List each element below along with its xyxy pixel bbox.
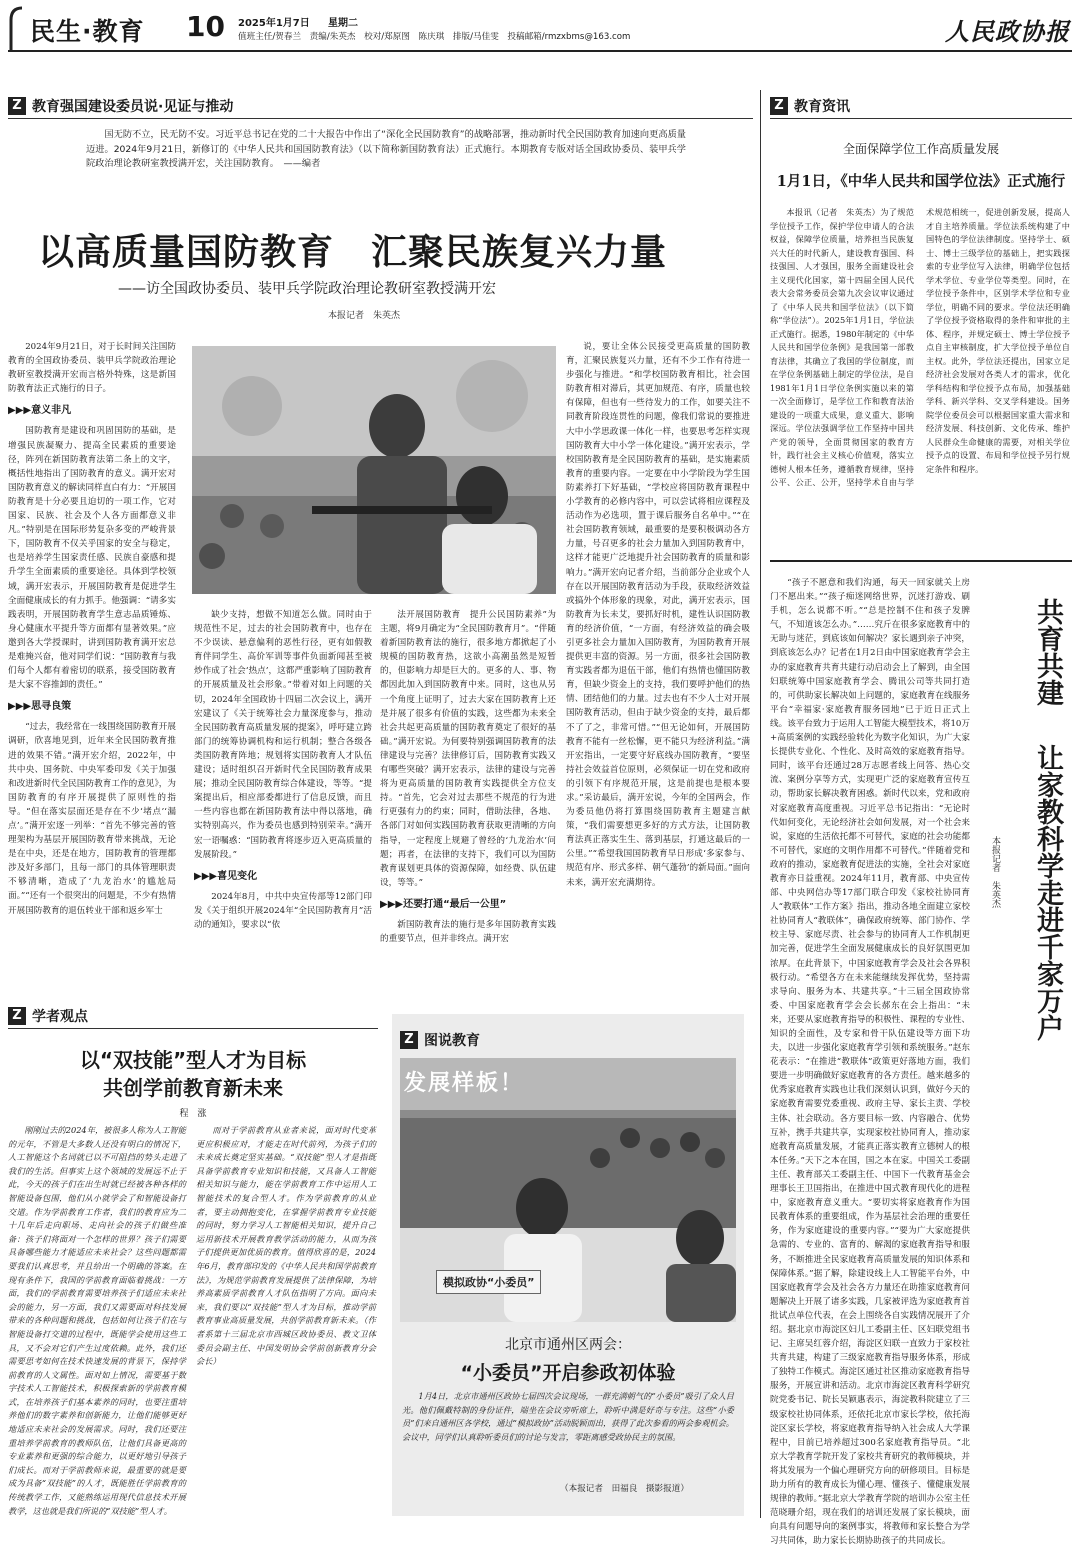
news-headline: 1月1日，《中华人民共和国学位法》正式施行 [776,173,1066,190]
photo-banner-text: 发展样板！ [404,1071,525,1096]
opinion-author: 程 涨 [179,1109,207,1119]
subhead-last-mile: ▶▶▶还要打通“最后一公里” [380,898,507,910]
z-badge-icon: Z [8,1007,26,1025]
staff-line: 值班主任/贺春兰 责编/朱英杰 校对/郑原图 陈庆琪 排版/马佳雯 投稿邮箱/rmzxbms@163.com [238,32,631,42]
opinion-column-title [8,1006,88,1026]
family-byline: 本报记者 朱英杰 [990,836,1000,908]
subhead-significance: ▶▶▶意义非凡 [8,405,72,417]
feature-byline: 本报记者 朱英杰 [328,311,401,321]
photo-news-column-title [400,1030,480,1050]
opinion-headline-1: 以“双技能”型人才为目标 [79,1048,307,1072]
page-header [8,6,1072,50]
section-name: 民生·教育 [30,17,145,46]
news-rule [770,118,1072,119]
feature-headline: 以高质量国防教育 汇聚民族复兴力量 [38,232,668,273]
feature-column-label: 教育强国建设委员说·见证与推动 [32,99,234,115]
photo-news-kicker: 北京市通州区两会： [505,1337,631,1353]
feature-rule [8,118,753,119]
training-scene-icon [192,346,556,594]
feature-col-2: 缺少支持，想做不知道怎么做。同时由于规范性不足，过去的社会国防教育中，也存在不少误读、悬意偏利的恶性行径，更有如假教育伴同学生、高价军训等事件负面新闻甚至被炒作成了社会‘热点’，这都严重影响了国防教育的开展质量及社会形象。”带着对如上问题的关切，2024年全国政协十四届二次会议上，满开宏建议了《关于统筹社会力量深度参与，推动全民国防教育高质量发展的提案》，呼吁建立跨部门的统筹协调机构和运行机制；整合各级各类国防教育阵地；规划将实国防教育人才队伍建设；适时组织召开新时代全民国防教育成果展；推动全民国防教育综合体建设，等等。“提案提出后，相应部委都进行了信息反馈，而且一些内容也都在新国防教育法中得以落地，确实特别高兴，作为委员也感到特别荣幸。”满开宏一语嘱惑：“国防教育将逐步迈入更高质量的发展阶段。” ▶▶▶喜见变化 2024年8月，中共中央宣传部等12部门印发《关于组织开展2024年“全民国防教育月”活动的通知》，要求以“依 [194,610,372,930]
z-badge-icon: Z [8,97,26,115]
feature-subtitle: ——访全国政协委员、装甲兵学院政治理论教研室教授满开宏 [118,281,496,297]
opinion-headline-2: 共创学前教育新未来 [103,1076,283,1100]
z-badge-icon: Z [770,97,788,115]
photo-news-column-label: 图说教育 [424,1033,480,1049]
z-badge-icon: Z [400,1031,418,1049]
news-column-label: 教育资讯 [794,99,850,115]
main-divider [760,90,761,1518]
issue-weekday: 星期二 [328,18,358,29]
issue-date: 2025年1月7日 [238,18,310,29]
opinion-column-label: 学者观点 [32,1009,88,1025]
subhead-strategy: ▶▶▶思寻良策 [8,701,72,713]
opinion-col-1: 刚刚过去的2024年，被很多人称为人工智能的元年，不管是大多数人还没有明白的情况下，人工智能这个名词就已以不可阻挡的势头走进了我们的生活。但事实上这个领域的发展远不止于此，今天的孩子们在出生时就已经被各种各样的智能设备包围，他们从小就学会了和智能设备打交道。作为学前教育工作者，我们的教育应为二十几年后走向职场、走向社会的孩子们做些准备：孩子们将面对一个怎样的世界？孩子们需要具备哪些能力才能适应未来社会？这些问题都需要我们认真思考，并且给出一个明确的答案。在现有条件下，我国的学前教育面临着挑战：一方面，我们的学前教育需要培养孩子们适应未来社会的能力，另一方面，我们又需要面对科技发展带来的各种问题和挑战，包括如何让孩子们在与智能设备打交道的过程中，既能学会使用这些工具，又不会对它们产生过度依赖。此外，我们还需要思考如何在技术快速发展的背景下，保持学前教育的人文属性。面对如上情况，需要基于数字技术人工智能技术，积极探索新的学前教育模式，在培养孩子们基本素养的同时，也要注重培养他们的数字素养和创新能力，让他们能够更好地适应未来社会的发展需求。同时，我们还要注重培养学前教育的教师队伍，让他们具备更高的专业素养和更强的综合能力，以更好地引导孩子们成长。而对于学前教师来说，最重要的就是要成为具备“双技能”的人才，既能胜任学前教育的传统教学工作，又能熟练运用现代信息技术开展教学，这也就是我们所说的“双技能”型人才。 [8,1125,186,1516]
news-body: 本报讯（记者 朱英杰）为了规范学位授予工作，保护学位申请人的合法权益，保障学位质量，培养担当民族复兴大任的时代新人，建设教育强国、科技强国、人才强国，服务全面建设社会主义现代化国家，第十四届全国人民代表大会常务委员会第九次会议审议通过了《中华人民共和国学位法》（以下简称“学位法”）。2025年1月1日，学位法正式施行。据悉，1980年制定的《中华人民共和国学位条例》是我国第一部教育法律，其确立了我国的学位制度，而在学位条例基础上制定的学位法，是自1981年1月1日学位条例实施以来的第一次全面修订，是学位工作和教育法治建设的一项重大成果，意义重大、影响深远。学位法强调学位工作坚持中国共产党的领导，全面贯彻国家的教育方针，践行社会主义核心价值观，落实立德树人根本任务，遵循教育规律，坚持公平、公正、公开，坚持学术自由与学术规范相统一，促进创新发展，提高人才自主培养质量。学位法系统构建了中国特色的学位法律制度。坚持学士、硕士、博士三级学位的基础上，把实践探索的专业学位写入法律，明确学位包括学术学位、专业学位等类型。同时，在学位授予条件中，区别学术学位和专业学位，明确不同的要求。学位法还明确了学位授予资格取得的条件和审批的主体、程序，并规定硕士、博士学位授予点自主审核制度，扩大学位授予单位自主权。此外，学位法还提出，国家立足经济社会发展对各类人才的需求，优化学科结构和学位授予点布局，加强基础学科、新兴学科、交叉学科建设。国务院学位委员会可以根据国家重大需求和经济发展、科技创新、文化传承、维护人民群众生命健康的需要，对相关学位授予点的设置、布局和学位授予另行规定条件和程序。 [770,207,1070,487]
feature-col-4: 说，要让全体公民接受更高质量的国防教育，汇聚民族复兴力量，还有不少工作有待进一步强化与推进。“和学校国防教育相比，社会国防教育相对滞后，其更加规范、有序，质量也较有保障，但也有一些待发力的工作，如要关注不同教育阶段连贯性的问题，像我们常说的要推进大中小学思政课一体化一样，也要思考怎样实现国防教育大中小学一体化建设。”满开宏表示，学校国防教育是全民国防教育的基础，是实施素质教育的重要内容。一定要在中小学阶段为学生国防素养打下好基础，“学校应将国防教育课程中小学教育的必修内容中，可以尝试将相应课程及活动作为必选项，置于课后服务自名单中。”“在社会国防教育领域，最重要的是要积极调动各方力量，号召更多的社会力量加入到国防教育中，这样才能更广泛地提升社会国防教育的质量和影响力。”满开宏向记者介绍，当前部分企业或个人存在以开展国防教育活动为手段，获取经济效益或搞外个体形象的现象，对此，满开宏表示，国防教育为长未艾，要抓好时机，建性认识国防教育的经济价值，“一方面，有经济效益的确会吸引更多社会力量加入国防教育，为国防教育开展提供更丰富的资源。另一方面，很多社会国防教育实践者都为退伍干部，他们有热情也懂国防教育，但缺少资金上的支持，我们要呼护他们的热情、团结他们的力量。过去也有不少人士对开展国防教育活动，但由于缺少资金的支持，最后都不了了之，非常可惜。”“但无论如何，开展国防教育不能有一丝松懈，更不能只为经济利益。”满开宏指出，一定要守好底线办国防教育，“要坚持社会效益首位原则，必须保证一切在党和政府的引领下有序规范开展，这是前提也是根本要求。”采访最后，满开宏说，今年的全国两会，作为委员他仍将打算围绕国防教育主题建言献策，“我们需要想更多好的方式方法，让国防教育法真正落实生生、落到基层，打通这最后的一公里。”“希望我国国防教育早日形成‘多家参与、规范有序、形式多样、朝气蓬勃’的新局面。”面向未来，满开宏充满期待。 [566,342,750,888]
feature-col-3: 法开展国防教育 提升公民国防素养”为主题，将9月确定为“全民国防教育月”。“伴随着新国防教育法的施行，很多地方都掀起了小规模的国防教育热，这欲小高潮虽然是短暂的，但影响力却是巨大的。更多的人、事、物都因此加入到国防教育中来。同时，这也从另一个角度上证明了，过去大家在国防教育上还是并展了很多有价值的实践，这些都为未来全社会共起更高质量的国防教育奠定了很好的基础。”满开宏说。为何要特别强调国防教育的法律建设与完善？法律修订后，国防教育实践又有哪些突破？满开宏表示，法律的建设与完善将为更高质量的国防教育实践提供全方位支持。“首先，它会对过去那些不规范的行为进行更强有力的约束；同时，借助法律，各地、各部门对如何实践国防教育获取更清晰的方向指导，一定程度上规避了曾经的‘九龙治水’问题；再者，在法律的支持下，我们可以为国防教育谋划更具体的资源保障，如经费、队伍建设，等等。” ▶▶▶还要打通“最后一公里” 新国防教育法的施行是多年国防教育实践的重要节点，但并非终点。满开宏 [380,610,556,945]
news-kicker: 全面保障学位工作高质量发展 [842,142,999,156]
photo-news-caption: 1月4日，北京市通州区政协七届四次会议现场，一群充满朝气的“小委员”吸引了众人目光。他们佩戴特制的身份证件，端坐在会议旁听席上，聆听中满是好奇与专注。这些“小委员”们来自通州区各学校，通过“模拟政协”活动脱颖而出，获得了此次参看的两会参观机会。会议中，同学们认真聆听委员们的讨论与发言，零距离感受政协民主的氛围。 [402,1391,734,1442]
family-body-top: “孩子不愿意和我们沟通，每天一回家就关上房门不愿出来。”“孩子痴迷网络世界，沉迷打游戏、刷手机，怎么说都不听。”“总是控制不住和孩子发脾气，不知道该怎么办。”……究斤在很多家庭教育中的无助与迷茫，到底该如何解决？家长遇到亲子冲突，到底该怎么办？记者在1月2日由中国家庭教育学会主办的家庭教育共育共建行动启动会上了解到，由全国妇联统筹中国家庭教育学会、腾讯公司等共同打造的，可供助家长解决如上问题的，家庭教育在线服务平台“幸福家·家庭教育服务园地”已于近日正式上线。该平台致力于运用人工智能大模型技术，将10万+高质案例的实践经验转化为数字化知识，为广大家长提供专业化、个性化、及时高效的家庭教育指导。同时，该平台还通过28万志愿者线上问答、热心交流、案例分享等方式，实现更广泛的家庭教育宣传互动，帮助家长解决教育困惑。新时代以来，党和政府对家庭教育高度重视。习近平总书记指出：“无论时代如何变化，无论经济社会如何发展，对一个社会来说，家庭的生活依托都不可替代，家庭的社会功能都不可替代，家庭的文明作用都不可替代。”伴随着党和政府的推动，家庭教育促进法的实施，全社会对家庭教育亦日益重视。2024年11月，教育部、中央宣传部、中央网信办等17部门联合印发《家校社协同育人“教联体”工作方案》指出，推动各地全面建立家校社协同育人“教联体”，确保政府统筹、部门协作、学校主导、家庭尽责、社会参与的协同育人工作机制更加完善，促进学生全面发展健康成长的良好氛围更加浓厚。在此背景下，中国家庭教育学会及社会各界积极行动。“希望各方在未来能继续发挥优势，坚持需求导向、服务为本、共建共享。”十三届全国政协常委、中国家庭教育学会会长郝东在会上指出：“未来，还要从家庭教育指导的积极性、课程的专业性、知识的全面性，及专家和骨干队伍建设等方面下功夫，以进一步强化家庭教育学引领和系统服务。”赵东花表示：“在推进“教联体”政策更好落地方面，我们要进一步明确做好家庭教育的各方责任。越来越多的优秀家庭教育实践也让我们深刻认识到，做好今天的家庭教育需要党委重视、政府主导、家长主责、学校主体、社会联动。各方要目标一致、内容融合、优势互补，携手共建共享，实现家校社协同育人，推动家庭教育高质量发展，才能真正落实教育立德树人的根本任务。”天下之本在国，国之本在家。中国关工委副主任、教育部关工委副主任、中国下一代教育基金会理事长王卫国指出，在推进中国式教育现代化的进程中，家庭教育意义重大。“要切实将家庭教育作为国民教育体系的重要组成，作为基层社会治理的重要任务，作为家庭建设的重要内容。”“要为广大家庭提供急需的、专业的、富育的、解渴的家庭教育指导和服务，不断推进全民家庭教育高质量发展的知识体系和保障体系。”据了解，除建设线上人工智能平台外，中国家庭教育学会及社会各方力量还在助推家庭教育问题解决上开展了诸多实践，几家被评选为家庭教育首批试点单位代表，在会上围绕各自实践情况展开了介绍。据北京市海淀区妇儿工委副主任、区妇联党组书记、主席吴红蓉介绍，海淀区妇联一直致力于家校社共育共建，构建了三级家庭教育指导服务体系，形成了独特工作模式。海淀区通过社区推动家庭教育指导服务，开展宣讲和活动。北京市海淀区教育科学研究院党委书记、院长吴颖惠表示，海淀教科院建立了三级家校社协同体系，还依托北京市家长学校，依托海淀区家长学校，将家庭教育指导纳入社会成人大学课程中，目前已培养超过300名家庭教育指导员。“北京大学教育学院开发了家校共育研究的教师模块，并将其发展为一个偏心理研究方向的研修项目。目标是助力所有的教育成长为懂心理、懂孩子、懂健康发展规律的教师。”据北京大学教育学院的培训办公室主任范晓珊介绍，现在我们的培训还发展了家长模块，面向具有问题导向的案例事实，将教师和家长整合为学习共同体，助力家长长期协助孩子的共同成长。 [770,578,970,1547]
feature-photo [192,346,556,594]
header-bracket-icon [8,6,32,50]
feature-column-title [8,96,233,116]
family-headline-2: 让家教科学走进千家万户 [1032,744,1063,1041]
masthead-logo: 人民政协报 [945,17,1070,46]
photo-news-headline: “小委员”开启参政初体验 [460,1362,676,1384]
photo-news-credit: （本报记者 田福良 摄影报道） [560,1484,689,1494]
photo-nameplate: 模拟政协“小委员” [436,1270,541,1294]
page-number: 10 [186,10,225,43]
feature-intro: 国无防不立，民无防不安。习近平总书记在党的二十大报告中作出了“深化全民国防教育”的战略部署，推动新时代全民国防教育加速向更高质量迈进。2024年9月21日，新修订的《中华人民共和国国防教育法》（以下简称新国防教育法）正式施行。本期教育专版对话全国政协委员、装甲兵学院政治理论教研室教授满开宏，关注国防教育。 ——编者 [86,129,686,169]
photo-news-photo [400,1058,736,1322]
feature-col-1: 2024年9月21日，对于长时间关注国防教育的全国政协委员、装甲兵学院政治理论教研室教授满开宏而言格外特殊，这是新国防教育法正式施行的日子。 ▶▶▶意义非凡 国防教育是建设和巩固国防的基础，是增强民族凝聚力、提高全民素质的重要途径，阵列在新国防教育法第二条上的文字，概括性地指出了国防教育的意义。满开宏对国防教育意义的解读同样直白有力：“开展国防教育是十分必要且迫切的一项工作，它对国家、民族、社会及个人各方面都意义非凡。”特别是在国际形势复杂多变的严峻背景下，国防教育不仅关乎国家的安全与稳定，也是培养学生国家责任感、民族自豪感和提升学生全面素质的重要途径。具体到学校领域，满开宏表示，开展国防教育是促进学生全面健康成长的有力抓手。他强调：“请多实践表明，开展国防教育学生意志品质锤炼、身心健康水平提升等方面都有显著效果。”应邀到各大学授课时，讲到国防教育满开宏总是难掩兴奋，他对同学们说：“国防教育与我们每个人都有着密切的联系，接受国防教育是大家不容推卸的责任。” ▶▶▶思寻良策 “过去，我经常在一线围绕国防教育开展调研，欣喜地见到，近年来全民国防教育推进的效果不错。”满开宏介绍，2022年，中共中央、国务院、中央军委印发《关于加强和改进新时代全民国防教育工作的意见》，为国防教育的有序开展提供了原则性的指导。“但在落实层面还是存在不少‘堵点’‘漏点’。”满开宏逐一列举：“首先不够完善的管理架构为基层开展国防教育带来挑战，无论是在中央，还是在地方，国防教育的管理都涉及好多部门，且每一部门的具体管理职责不够清晰，造成了‘九龙治水’的尴尬局面。”“还有一个很突出的问题是，不少有热情开展国防教育的退伍转业干部和返乡军士 [8,342,176,916]
header-rule [8,50,1072,52]
news-column-title [770,96,850,116]
opinion-col-2: 而对于学前教育从业者来说，面对时代变革更应积极应对，才能走在时代前列，为孩子们的未来成长奠定坚实基础。“双技能”型人才是指既具备学前教育专业知识和技能，又具备人工智能相关知识与能力，能在学前教育工作中运用人工智能技术的复合型人才。作为学前教育的从业者，要主动拥抱变化，在掌握学前教育专业技能的同时，努力学习人工智能相关知识，提升自己运用新技术开展教育教学活动的能力，从而为孩子们提供更加优质的教育。值得欣喜的是，2024年6月，教育部印发的《中华人民共和国学前教育法》，为规范学前教育发展提供了法律保障，为培养高素质学前教育人才队伍指明了方向。面向未来，我们要以“双技能”型人才为目标，推动学前教育事业高质量发展，共创学前教育新未来。（作者系第十三届北京市西城区政协委员、教文卫体委员会副主任、中国发明协会学前创新教育分会会长） [196,1125,376,1367]
opinion-rule [8,1028,378,1029]
family-headline-1: 共育共建 [1032,598,1063,706]
news-bottom-rule [770,560,1072,562]
family-wide-rule [770,1160,1072,1161]
subhead-changes: ▶▶▶喜见变化 [194,870,258,882]
